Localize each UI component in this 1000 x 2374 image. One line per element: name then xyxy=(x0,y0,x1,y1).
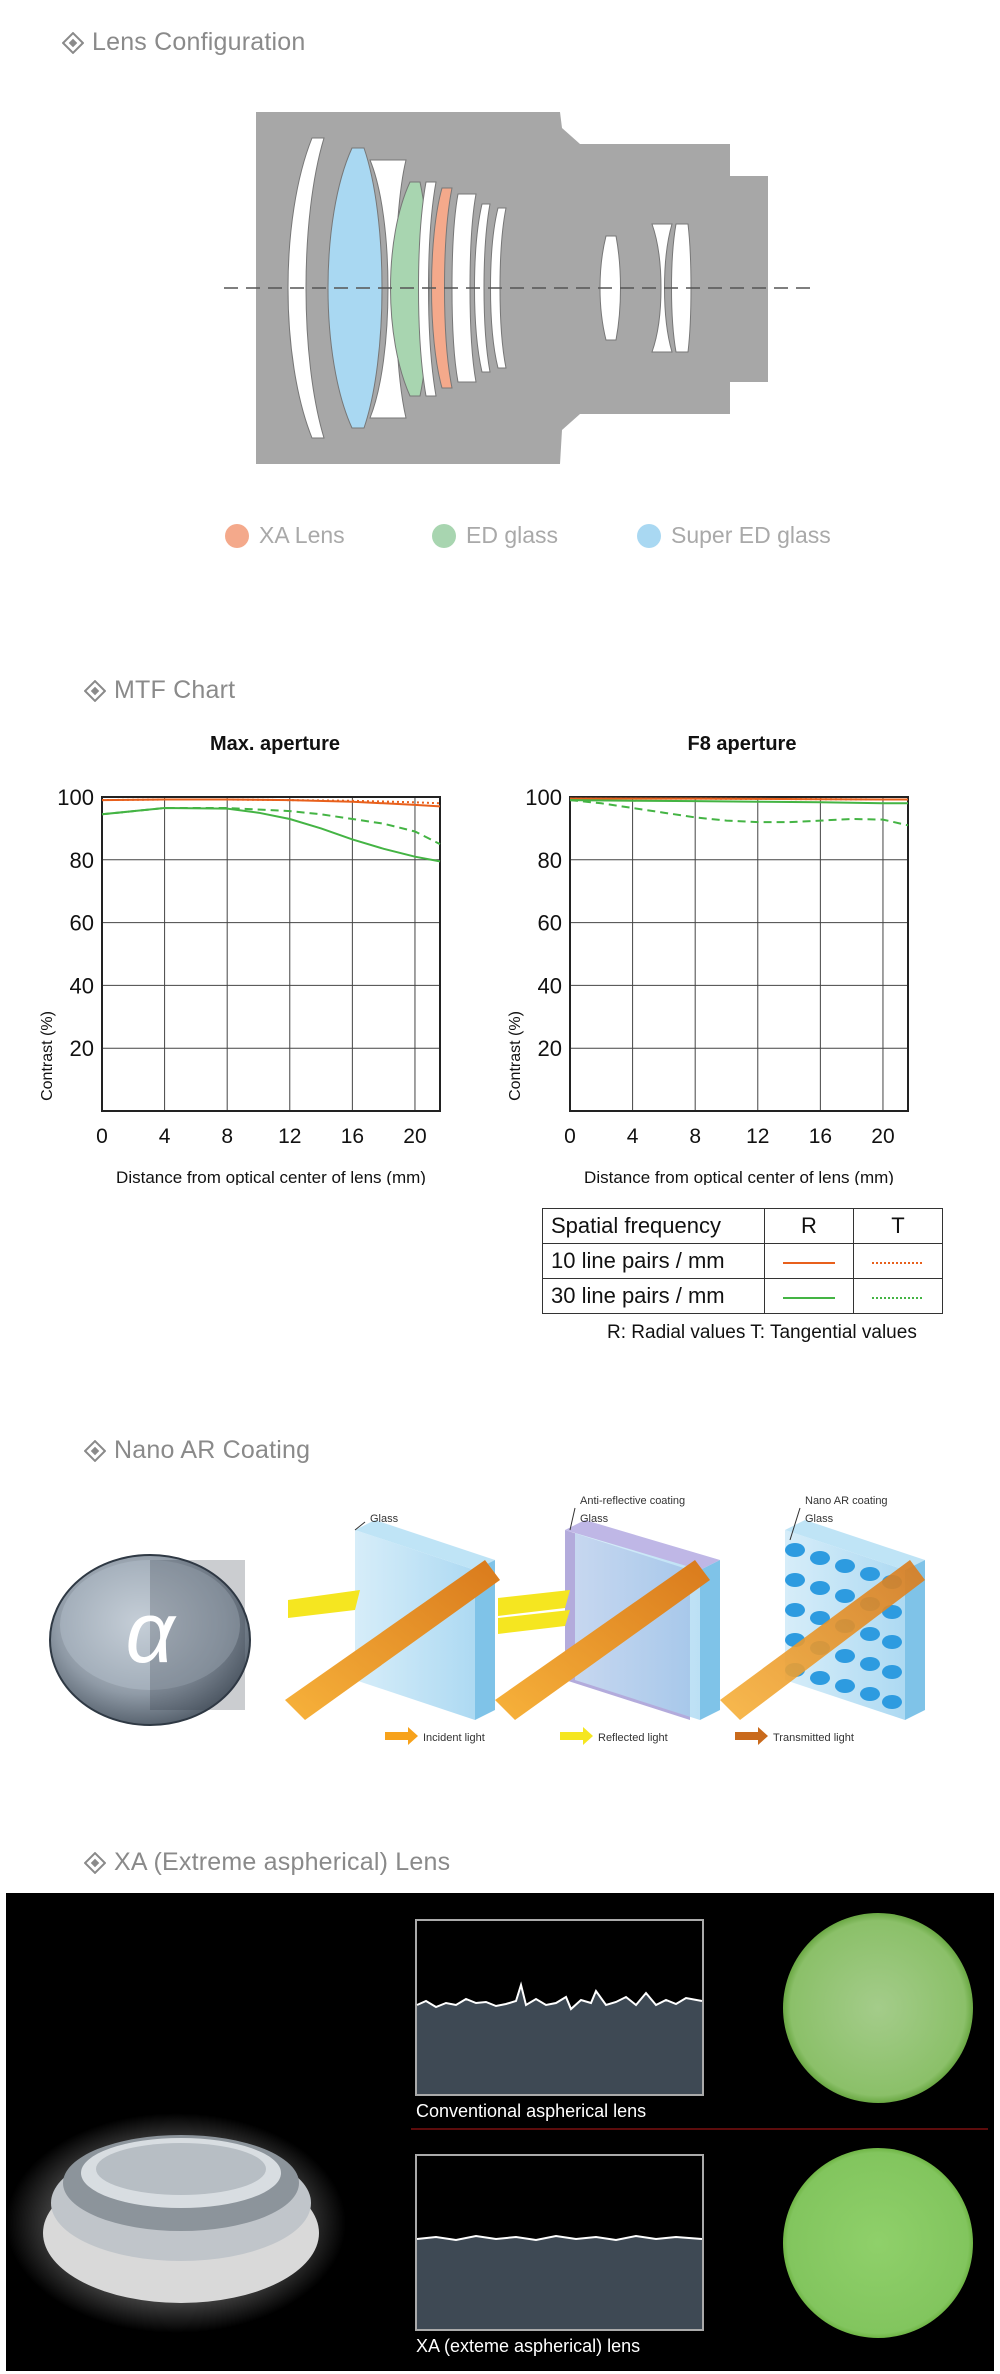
table-row xyxy=(543,1279,943,1314)
x-tick-label: 0 xyxy=(564,1125,576,1148)
xa-lens-illustration xyxy=(6,1893,994,2371)
series-line xyxy=(570,800,908,803)
series-line xyxy=(102,808,440,844)
xa-lens-photo xyxy=(6,2113,346,2333)
radial-tangential-note: R: Radial values T: Tangential values xyxy=(607,1322,917,1343)
legend-xa xyxy=(225,522,345,549)
mtf-chart-f8-aperture xyxy=(498,775,938,1185)
conventional-profile-chart xyxy=(416,1920,703,2095)
xa-lens-panel xyxy=(6,1893,994,2371)
plot-frame xyxy=(570,797,908,1111)
x-tick-label: 16 xyxy=(808,1125,833,1148)
y-axis-label: Contrast (%) xyxy=(39,1011,56,1101)
anti-reflective-label: Anti-reflective coating xyxy=(580,1495,686,1507)
glass-diagram xyxy=(285,1513,500,1720)
reflected-label: Reflected light xyxy=(598,1732,668,1744)
incident-label: Incident light xyxy=(423,1732,485,1744)
diamond-icon xyxy=(62,32,84,54)
alpha-logo: α xyxy=(125,1585,175,1681)
y-tick-label: 80 xyxy=(69,847,94,873)
y-tick-label: 100 xyxy=(525,785,562,810)
transmitted-label: Transmitted light xyxy=(773,1732,854,1744)
legend-ed xyxy=(432,522,558,549)
x-tick-label: 4 xyxy=(626,1125,639,1148)
x-tick-label: 20 xyxy=(403,1125,427,1148)
x-tick-label: 4 xyxy=(158,1125,171,1148)
table-header-cell: T xyxy=(854,1209,943,1244)
x-tick-label: 12 xyxy=(746,1125,770,1148)
ed-glass-swatch xyxy=(432,524,456,548)
line-sample-r30 xyxy=(765,1279,854,1314)
x-tick-label: 0 xyxy=(96,1125,108,1148)
x-tick-label: 12 xyxy=(278,1125,302,1148)
xa-bokeh-disc xyxy=(783,2148,973,2338)
y-tick-label: 20 xyxy=(537,1036,562,1062)
section-title-text: Nano AR Coating xyxy=(114,1436,311,1464)
y-tick-label: 80 xyxy=(537,847,562,873)
x-tick-label: 8 xyxy=(221,1125,234,1148)
glass-label: Glass xyxy=(370,1513,399,1525)
chart-title-f8-aperture: F8 aperture xyxy=(687,733,797,755)
light-legend xyxy=(385,1727,854,1745)
series-line xyxy=(102,808,440,861)
line-sample-t30 xyxy=(854,1279,943,1314)
x-tick-label: 16 xyxy=(340,1125,365,1148)
y-tick-label: 40 xyxy=(69,973,94,999)
diamond-icon xyxy=(84,1852,106,1874)
y-tick-label: 60 xyxy=(69,910,94,936)
table-row-label: 30 line pairs / mm xyxy=(543,1279,765,1314)
legend-label: Super ED glass xyxy=(671,522,831,548)
table-header-cell: R xyxy=(765,1209,854,1244)
reflected-arrow-icon xyxy=(560,1727,593,1745)
chart-title-max-aperture: Max. aperture xyxy=(209,733,341,755)
anti-reflective-diagram xyxy=(495,1495,720,1720)
legend-label: XA Lens xyxy=(259,522,345,548)
super-ed-glass-swatch xyxy=(637,524,661,548)
table-row-label: 10 line pairs / mm xyxy=(543,1244,765,1279)
x-axis-label: Distance from optical center of lens (mm) xyxy=(116,1168,426,1185)
diamond-icon xyxy=(84,1440,106,1462)
y-tick-label: 100 xyxy=(57,785,94,810)
diamond-icon xyxy=(84,680,106,702)
conventional-bokeh-disc xyxy=(783,1913,973,2103)
table-header-cell: Spatial frequency xyxy=(543,1209,765,1244)
section-title-lens-config xyxy=(62,28,305,57)
section-title-text: XA (Extreme aspherical) Lens xyxy=(114,1848,451,1876)
y-tick-label: 60 xyxy=(537,910,562,936)
y-tick-label: 20 xyxy=(69,1036,94,1062)
xa-profile-chart xyxy=(416,2155,703,2330)
mtf-chart-max-aperture xyxy=(30,775,470,1185)
nano-ar-diagram xyxy=(720,1495,925,1720)
legend-label: ED glass xyxy=(466,522,559,548)
table-header-row xyxy=(543,1209,943,1244)
caption-conventional: Conventional aspherical lens xyxy=(416,2101,647,2121)
glass-label: Glass xyxy=(805,1513,834,1525)
nano-ar-label: Nano AR coating xyxy=(805,1495,888,1507)
section-title-text: MTF Chart xyxy=(114,676,236,704)
x-tick-label: 20 xyxy=(871,1125,895,1148)
table-row xyxy=(543,1244,943,1279)
line-sample-r10 xyxy=(765,1244,854,1279)
y-tick-label: 40 xyxy=(537,973,562,999)
line-sample-t10 xyxy=(854,1244,943,1279)
section-title-nano xyxy=(84,1436,310,1465)
lens-configuration-diagram xyxy=(220,108,820,468)
spatial-frequency-table xyxy=(542,1208,943,1314)
y-axis-label: Contrast (%) xyxy=(507,1011,524,1101)
section-title-text: Lens Configuration xyxy=(92,28,306,56)
legend-super-ed xyxy=(637,522,831,549)
caption-xa: XA (exteme aspherical) lens xyxy=(416,2336,641,2356)
alpha-lens-image xyxy=(50,1555,250,1725)
glass-label: Glass xyxy=(580,1513,609,1525)
incident-arrow-icon xyxy=(385,1727,418,1745)
xa-lens-swatch xyxy=(225,524,249,548)
transmitted-arrow-icon xyxy=(735,1727,768,1745)
plot-frame xyxy=(102,797,440,1111)
x-tick-label: 8 xyxy=(689,1125,702,1148)
x-axis-label: Distance from optical center of lens (mm) xyxy=(584,1168,894,1185)
nano-ar-coating-diagram xyxy=(30,1490,980,1750)
section-title-xa xyxy=(84,1848,450,1877)
section-title-mtf xyxy=(84,676,235,705)
